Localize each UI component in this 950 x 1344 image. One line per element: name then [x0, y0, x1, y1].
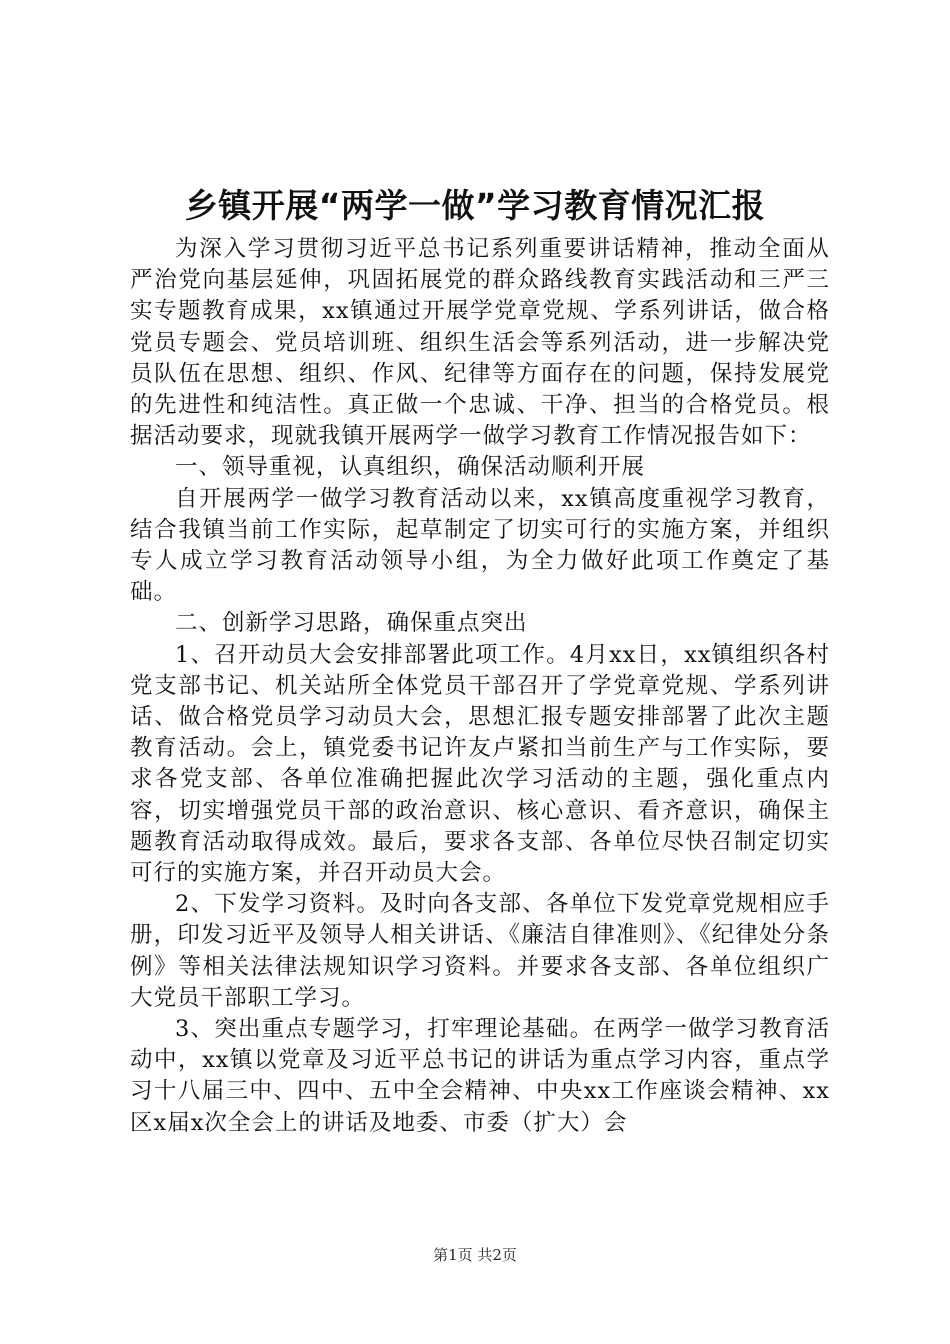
section-1-paragraph: 自开展两学一做学习教育活动以来，xx镇高度重视学习教育，结合我镇当前工作实际，起草制定了切实可行的实施方案，并组织专人成立学习教育活动领导小组，为全力做好此项工作奠定了基础。 [130, 485, 830, 606]
document-body [130, 234, 830, 1139]
section-heading-1: 一、领导重视，认真组织，确保活动顺利开展 [175, 454, 646, 481]
item-3-paragraph: 3、突出重点专题学习，打牢理论基础。在两学一做学习教育活动中，xx镇以党章及习近平总书记的讲话为重点学习内容，重点学习十八届三中、四中、五中全会精神、中央xx工作座谈会精神、xx区x届x次全会上的讲话及地委、市委（扩大）会 [130, 1016, 830, 1136]
section-heading-2: 二、创新学习思路，确保重点突出 [175, 610, 528, 637]
intro-paragraph: 为深入学习贯彻习近平总书记系列重要讲话精神，推动全面从严治党向基层延伸，巩固拓展党的群众路线教育实践活动和三严三实专题教育成果，xx镇通过开展学党章党规、学系列讲话，做合格党员专题会、党员培训班、组织生活会等系列活动，进一步解决党员队伍在思想、组织、作风、纪律等方面存在的问题，保持发展党的先进性和纯洁性。真正做一个忠诚、干净、担当的合格党员。根据活动要求，现就我镇开展两学一做学习教育工作情况报告如下： [130, 236, 830, 450]
item-1-paragraph: 1、召开动员大会安排部署此项工作。4月xx日，xx镇组织各村党支部书记、机关站所全体党员干部召开了学党章党规、学系列讲话、做合格党员学习动员大会，思想汇报专题安排部署了此次主题教育活动。会上，镇党委书记许友卢紧扣当前生产与工作实际，要求各党支部、各单位准确把握此次学习活动的主题，强化重点内容，切实增强党员干部的政治意识、核心意识、看齐意识，确保主题教育活动取得成效。最后，要求各支部、各单位尽快召制定切实可行的实施方案，并召开动员大会。 [130, 641, 830, 887]
item-2-paragraph: 2、下发学习资料。及时向各支部、各单位下发党章党规相应手册，印发习近平及领导人相关讲话、《廉洁自律准则》、《纪律处分条例》等相关法律法规知识学习资料。并要求各支部、各单位组织广大党员干部职工学习。 [130, 891, 830, 1011]
page-footer: 第1页 共2页 [433, 1246, 517, 1264]
document-title: 乡镇开展“两学一做”学习教育情况汇报 [184, 186, 766, 225]
